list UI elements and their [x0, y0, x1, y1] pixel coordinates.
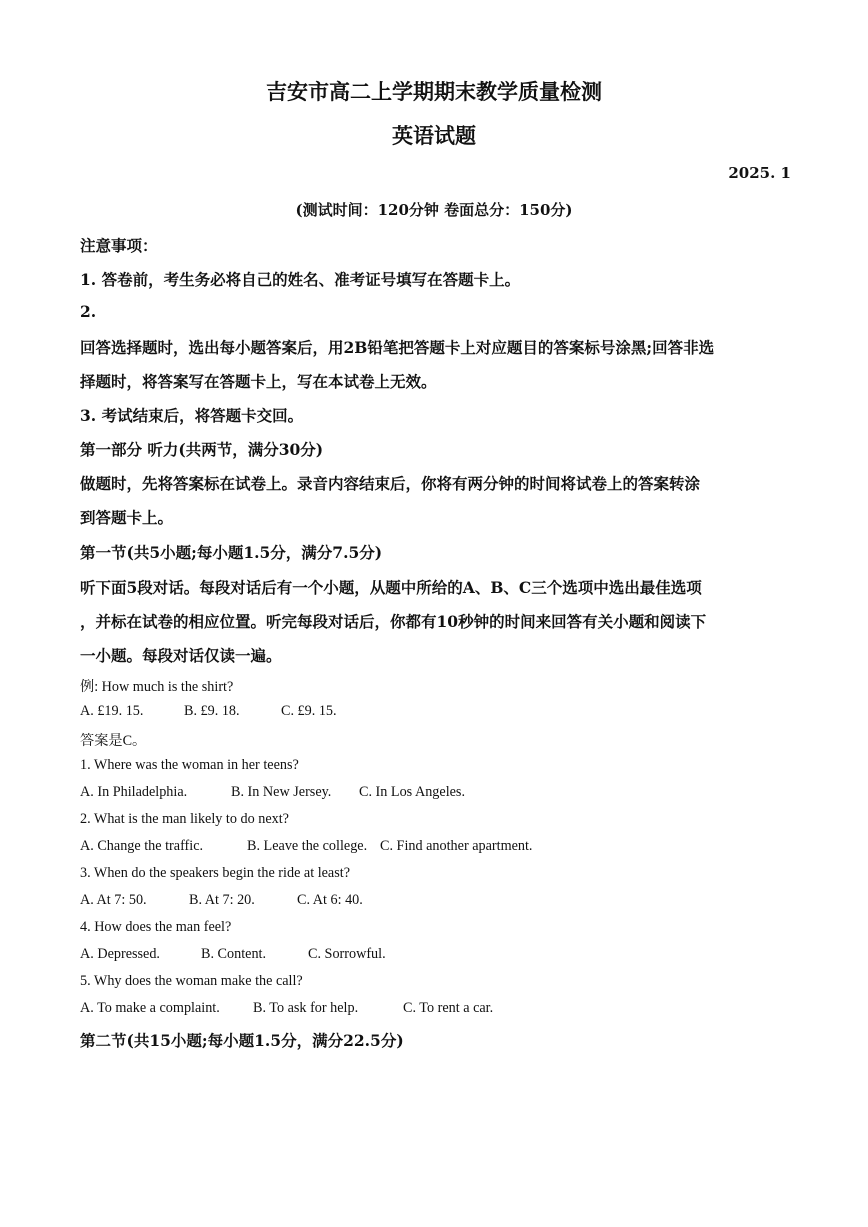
exam-title: 吉安市高二上学期期末教学质量检测 [266, 79, 602, 104]
part1-instruction-line-1: 做题时，先将答案标在试卷上。录音内容结束后，你将有两分钟的时间将试卷上的答案转涂 [80, 474, 701, 493]
option-c: C. Sorrowful. [308, 946, 386, 962]
example-answer: 答案是C。 [80, 733, 147, 749]
question-3: 3. When do the speakers begin the ride at least? [80, 865, 350, 881]
question-4-options [80, 946, 386, 963]
question-2: 2. What is the man likely to do next? [80, 811, 289, 827]
question-1: 1. Where was the woman in her teens? [80, 757, 299, 773]
option-b: B. At 7: 20. [189, 892, 255, 908]
option-b: B. Leave the college. [247, 838, 368, 854]
section2-heading: 第二节(共15小题;每小题1.5分，满分22.5分) [80, 1031, 404, 1050]
note-item-2-line-1: 回答选择题时，选出每小题答案后，用2B铅笔把答题卡上对应题目的答案标号涂黑;回答非选 [80, 338, 715, 357]
note-item-2-number: 2. [80, 302, 97, 321]
section1-instruction-line-1: 听下面5段对话。每段对话后有一个小题，从题中所给的A、B、C三个选项中选出最佳选项 [80, 578, 702, 597]
option-c: C. £9. 15. [281, 703, 337, 719]
option-b: B. To ask for help. [253, 1000, 359, 1016]
exam-subtitle: 英语试题 [392, 123, 476, 148]
section1-heading: 第一节(共5小题;每小题1.5分，满分7.5分) [80, 543, 383, 562]
question-5-options [80, 1000, 493, 1017]
question-5: 5. Why does the woman make the call? [80, 973, 303, 989]
option-a: A. To make a complaint. [80, 1000, 220, 1016]
section1-instruction-line-3: 一小题。每段对话仅读一遍。 [80, 646, 282, 665]
question-1-options [80, 784, 465, 801]
option-c: C. In Los Angeles. [359, 784, 466, 800]
option-c: C. Find another apartment. [380, 838, 533, 854]
option-b: B. In New Jersey. [231, 784, 332, 800]
exam-date: 2025. 1 [728, 164, 791, 182]
notes-heading: 注意事项： [80, 236, 158, 255]
question-2-options [80, 838, 532, 855]
option-a: A. In Philadelphia. [80, 784, 188, 800]
part1-heading: 第一部分 听力(共两节，满分30分) [80, 440, 324, 459]
option-a: A. At 7: 50. [80, 892, 147, 908]
example-options [80, 703, 337, 720]
option-a: A. Depressed. [80, 946, 160, 962]
option-c: C. To rent a car. [403, 1000, 494, 1016]
example-question: 例: How much is the shirt? [80, 679, 234, 695]
part1-instruction-line-2: 到答题卡上。 [80, 508, 174, 527]
option-b: B. £9. 18. [184, 703, 240, 719]
note-item-2-line-2: 择题时，将答案写在答题卡上，写在本试卷上无效。 [80, 372, 437, 391]
question-4: 4. How does the man feel? [80, 919, 232, 935]
option-a: A. £19. 15. [80, 703, 144, 719]
option-c: C. At 6: 40. [297, 892, 363, 908]
option-b: B. Content. [201, 946, 267, 962]
option-a: A. Change the traffic. [80, 838, 204, 854]
exam-info: (测试时间：120分钟 卷面总分：150分) [295, 201, 573, 219]
note-item-3: 3. 考试结束后，将答题卡交回。 [80, 406, 304, 425]
section1-instruction-line-2: ，并标在试卷的相应位置。听完每段对话后，你都有10秒钟的时间来回答有关小题和阅读下 [80, 612, 707, 631]
note-item-1: 1. 答卷前，考生务必将自己的姓名、准考证号填写在答题卡上。 [80, 270, 521, 289]
question-3-options [80, 892, 363, 909]
